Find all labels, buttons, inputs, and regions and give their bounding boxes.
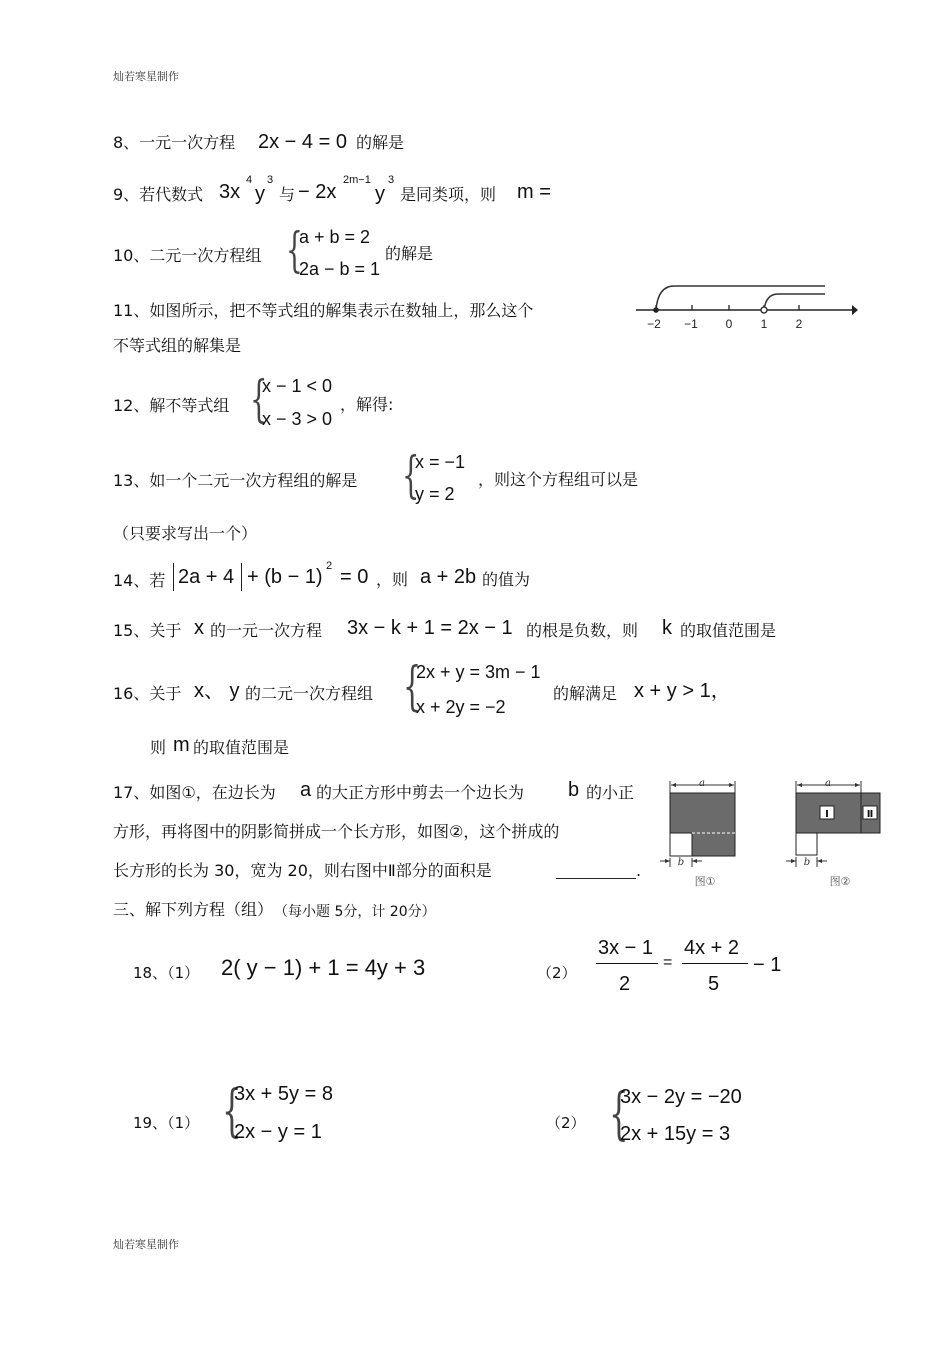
q18-tail: − 1 — [753, 954, 782, 976]
abs-bar-right — [241, 563, 242, 591]
q13-row2: y = 2 — [415, 484, 455, 504]
q9-term2-exp: 2m−1 — [343, 174, 371, 186]
q15-suffix: 的取值范围是 — [680, 621, 777, 640]
caption-2: 图② — [829, 875, 851, 888]
section-3-title: 三、解下列方程（组） — [113, 900, 274, 919]
page-header: 灿若寒星制作 — [113, 70, 179, 83]
q12-row1: x − 1 < 0 — [262, 376, 333, 396]
q18-denominator-2: 5 — [708, 973, 720, 995]
q14-exp: 2 — [326, 560, 333, 572]
q10-text: 10、二元一次方程组 — [113, 246, 262, 265]
q16-vars: x、 y — [194, 680, 240, 702]
q13-suffix: ，则这个方程组可以是 — [478, 470, 639, 489]
q17-figure-1 — [655, 775, 755, 890]
q13-note: （只要求写出一个） — [113, 524, 258, 543]
q18-label-2: （2） — [537, 964, 577, 982]
q17-a: a — [300, 779, 312, 801]
q19-system1-row1: 3x + 5y = 8 — [234, 1083, 333, 1105]
q9-suffix: 是同类项，则 — [400, 185, 497, 204]
q9-mid: 与 — [279, 185, 296, 204]
q17-figure-2 — [782, 775, 892, 890]
label-a: a — [699, 778, 705, 789]
q10-row1: a + b = 2 — [299, 227, 371, 247]
q8-suffix: 的解是 — [356, 133, 405, 152]
cut-square — [670, 833, 692, 856]
q9-term2-y-exp: 3 — [388, 174, 395, 186]
q17-answer-blank[interactable] — [556, 860, 636, 879]
q9-term2-y: y — [375, 183, 385, 205]
tick-label: −1 — [684, 317, 698, 331]
q13-row1: x = −1 — [415, 452, 466, 472]
q14-suffix: 的值为 — [482, 570, 531, 589]
caption-1: 图① — [694, 875, 716, 888]
q17-line1c: 的小正 — [586, 783, 635, 802]
q18-denominator-1: 2 — [619, 973, 631, 995]
q15-equation: 3x − k + 1 = 2x − 1 — [347, 617, 513, 639]
q9-term1-y-exp: 3 — [267, 174, 274, 186]
q9-text: 9、若代数式 — [113, 185, 204, 204]
q18-equals: = — [663, 954, 673, 971]
q14-rest: + (b − 1) — [247, 566, 323, 588]
q17-line2: 方形，再将图中的阴影简拼成一个长方形，如图②，这个拼成的 — [113, 822, 560, 841]
fraction-bar-2 — [682, 963, 748, 964]
page-footer: 灿若寒星制作 — [113, 1238, 179, 1251]
q16-line2a: 则 — [150, 738, 167, 757]
tick-label: 2 — [795, 317, 803, 331]
q16-mid: 的二元一次方程组 — [245, 684, 374, 703]
q10-brace: { — [286, 222, 303, 278]
q14-eq: = 0 — [340, 566, 369, 588]
ray-ge-neg2 — [656, 286, 825, 310]
q9-term1-y: y — [255, 183, 265, 205]
label-b: b — [677, 857, 685, 868]
q17-line1a: 17、如图①，在边长为 — [113, 783, 276, 802]
q12-brace: { — [250, 370, 268, 428]
q19-label-2: （2） — [546, 1114, 586, 1132]
ray-gt-1 — [764, 294, 825, 310]
q9-term1: 3x — [219, 181, 241, 203]
q17-line3: 长方形的长为 30，宽为 20，则右图中Ⅱ部分的面积是 — [113, 861, 492, 880]
q15-var: x — [194, 617, 204, 639]
q10-suffix: 的解是 — [385, 244, 434, 263]
q8-equation: 2x − 4 = 0 — [258, 131, 347, 153]
fraction-bar-1 — [596, 963, 658, 964]
q10-row2: 2a − b = 1 — [299, 259, 381, 279]
q14-mid: ，则 — [376, 570, 409, 589]
label-part-2: Ⅱ — [866, 809, 874, 820]
tick-label: 0 — [725, 317, 733, 331]
q17-end: . — [636, 861, 642, 880]
abs-bar-left — [173, 563, 174, 591]
q9-term2: − 2x — [298, 181, 337, 203]
q13-text: 13、如一个二元一次方程组的解是 — [113, 471, 358, 490]
q9-term1-exp: 4 — [246, 174, 253, 186]
label-part-1: Ⅰ — [825, 809, 829, 820]
q14-abs-content: 2a + 4 — [178, 566, 235, 588]
q11-line2: 不等式组的解集是 — [113, 336, 242, 355]
q8-text: 8、一元一次方程 — [113, 133, 236, 152]
q19-label: 19、（1） — [133, 1114, 200, 1132]
q15-mid2: 的根是负数，则 — [526, 621, 639, 640]
q15-text: 15、关于 — [113, 621, 182, 640]
q18-equation-1: 2( y − 1) + 1 = 4y + 3 — [221, 955, 426, 980]
q16-line2b: 的取值范围是 — [193, 738, 290, 757]
q16-line2m: m — [173, 734, 190, 756]
tick-label: 1 — [760, 317, 768, 331]
open-point-icon — [761, 307, 767, 313]
q11-line1: 11、如图所示，把不等式组的解集表示在数轴上，那么这个 — [113, 301, 534, 320]
q19-system2-row1: 3x − 2y = −20 — [620, 1086, 742, 1108]
q14-expr: a + 2b — [420, 566, 477, 588]
q14-text: 14、若 — [113, 571, 166, 590]
axis-arrow-icon — [852, 305, 858, 315]
q16-cond: x + y > 1， — [634, 680, 731, 702]
q9-var: m = — [517, 181, 551, 203]
label-b: b — [803, 857, 811, 868]
q16-row2: x + 2y = −2 — [416, 697, 506, 717]
q19-brace-1: { — [222, 1079, 242, 1144]
label-a: a — [825, 778, 831, 789]
q16-text: 16、关于 — [113, 684, 182, 703]
q18-numerator-1: 3x − 1 — [598, 937, 654, 959]
q19-brace-2: { — [609, 1082, 629, 1147]
q17-b: b — [568, 779, 580, 801]
q13-brace: { — [402, 446, 420, 504]
q12-text: 12、解不等式组 — [113, 396, 230, 415]
section-3-note: （每小题 5分，计 20分） — [274, 904, 436, 920]
q15-k: k — [662, 617, 672, 639]
q19-system2-row2: 2x + 15y = 3 — [620, 1123, 731, 1145]
q18-numerator-2: 4x + 2 — [684, 937, 740, 959]
q17-line1b: 的大正方形中剪去一个边长为 — [316, 783, 525, 802]
q12-suffix: ，解得: — [340, 395, 394, 414]
q16-brace: { — [403, 657, 422, 717]
tick-label: −2 — [647, 317, 661, 331]
q16-mid2: 的解满足 — [553, 684, 618, 703]
q18-label: 18、（1） — [133, 964, 200, 982]
q15-mid: 的一元一次方程 — [210, 621, 323, 640]
q16-row1: 2x + y = 3m − 1 — [416, 662, 541, 682]
small-square — [796, 833, 817, 855]
closed-point-icon — [653, 307, 659, 313]
q12-row2: x − 3 > 0 — [262, 409, 333, 429]
q19-system1-row2: 2x − y = 1 — [234, 1121, 322, 1143]
q11-number-line — [630, 278, 860, 336]
